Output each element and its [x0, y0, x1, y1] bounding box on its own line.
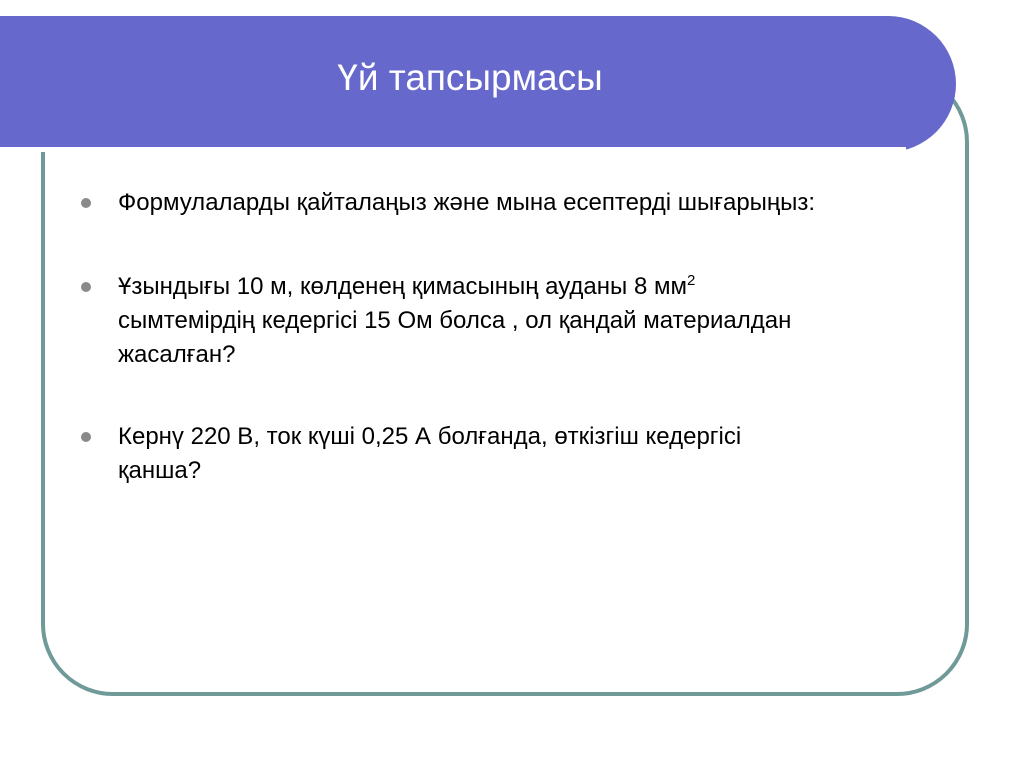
- bullet-text-line: сымтемірдің кедергісі 15 Ом болса , ол қандай материалдан: [118, 307, 792, 334]
- slide-title: Үй тапсырмасы: [337, 57, 603, 98]
- bullet-item-wire-problem: [118, 270, 938, 372]
- bullet-text-line: Формулаларды қайталаңыз және мына есептерді шығарыңыз:: [118, 189, 816, 216]
- bullet-item-resistance-problem: [118, 420, 938, 488]
- bullet-item-formulas: [118, 186, 938, 220]
- bullet-dot-icon: [81, 432, 91, 442]
- bullet-text-line-with-superscript: [118, 270, 938, 304]
- bullet-text: Ұзындығы 10 м, көлденең қимасының ауданы 8 мм: [118, 273, 687, 300]
- bullet-text-line: қанша?: [118, 457, 202, 484]
- bullet-dot-icon: [81, 198, 91, 208]
- bullet-text-line: жасалған?: [118, 341, 236, 368]
- bullet-dot-icon: [81, 282, 91, 292]
- superscript-two: 2: [686, 272, 696, 289]
- bullet-text-line: Кернү 220 В, ток күші 0,25 А болғанда, өткізгіш кедергісі: [118, 423, 742, 450]
